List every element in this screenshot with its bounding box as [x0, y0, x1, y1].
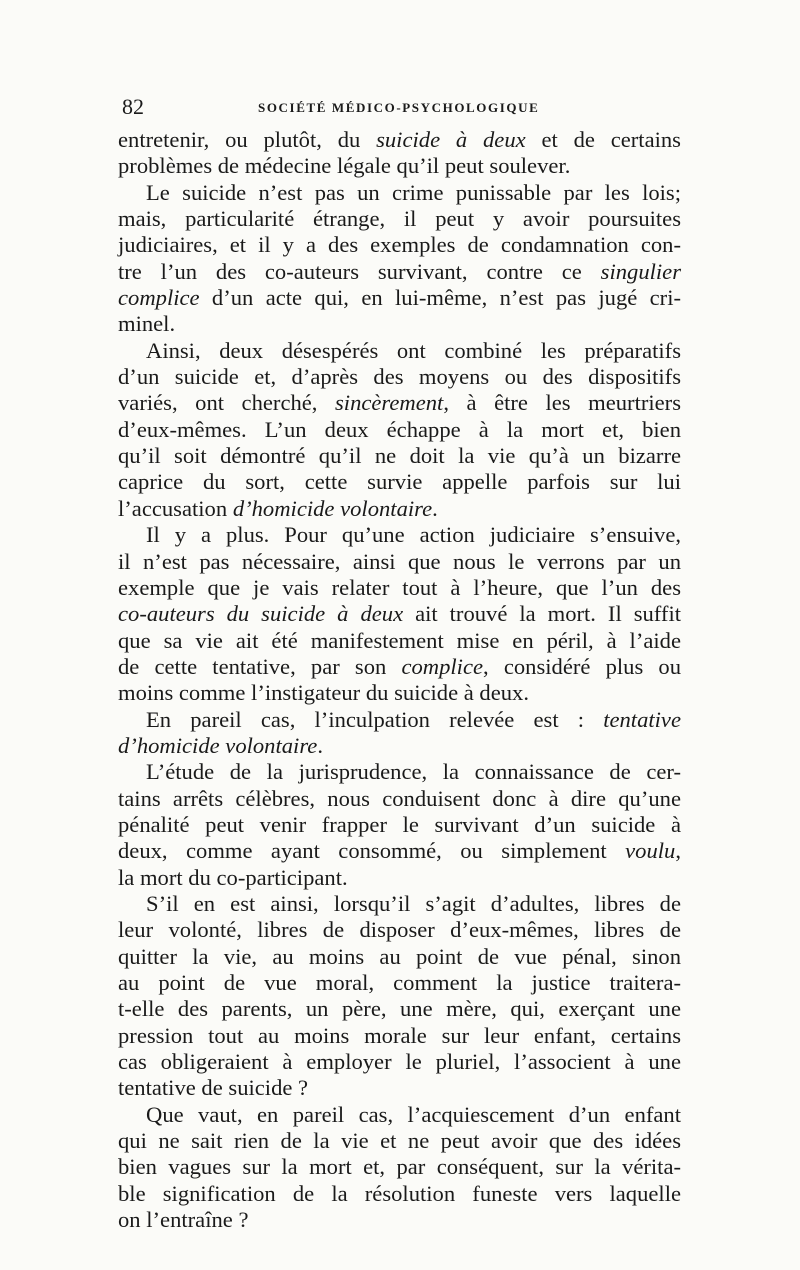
text-line: tentative de suicide ? [118, 1075, 309, 1101]
text-line: variés, ont cherché, sincèrement, à être les meurtriers [118, 390, 681, 416]
text-line: bien vagues sur la mort et, par conséquent, sur la vérita- [118, 1154, 681, 1180]
text-line: S’il en est ainsi, lorsqu’il s’agit d’adultes, libres de [146, 890, 681, 916]
text-line: problèmes de médecine légale qu’il peut soulever. [118, 153, 571, 179]
text-line: cas obligeraient à employer le pluriel, l’associent à une [118, 1049, 681, 1075]
text-line: de cette tentative, par son complice, considéré plus ou [118, 653, 681, 679]
text-line: au point de vue moral, comment la justice traitera- [118, 970, 681, 995]
text-line: L’étude de la jurisprudence, la connaissance de cer- [146, 759, 681, 785]
text-line: pénalité peut venir frapper le survivant d’un suicide à [118, 811, 681, 837]
text-line: co-auteurs du suicide à deux ait trouvé la mort. Il suffit [118, 601, 681, 627]
text-line: complice d’un acte qui, en lui-même, n’est pas jugé cri- [118, 285, 681, 311]
text-line: ble signification de la résolution funeste vers laquelle [118, 1180, 681, 1206]
text-line: d’eux-mêmes. L’un deux échappe à la mort et, bien [118, 416, 681, 442]
text-line: tre l’un des co-auteurs survivant, contre ce singulier [118, 258, 681, 284]
text-line: minel. [118, 311, 176, 337]
text-line: exemple que je vais relater tout à l’heure, que l’un des [118, 574, 681, 600]
text-line: la mort du co-participant. [118, 864, 348, 890]
text-line: d’un suicide et, d’après des moyens ou des dispositifs [118, 364, 681, 390]
text-line: Que vaut, en pareil cas, l’acquiescement d’un enfant [146, 1101, 681, 1127]
text-line: que sa vie ait été manifestement mise en péril, à l’aide [118, 627, 681, 653]
text-line: Ainsi, deux désespérés ont combiné les préparatifs [146, 337, 681, 363]
text-line: judiciaires, et il y a des exemples de condamnation con- [118, 232, 681, 258]
text-line: d’homicide volontaire. [118, 732, 323, 758]
text-line: leur volonté, libres de disposer d’eux-mêmes, libres de [118, 917, 681, 943]
text-line: deux, comme ayant consommé, ou simplement voulu, [118, 838, 681, 864]
text-line: En pareil cas, l’inculpation relevée est : tentative [146, 706, 681, 732]
text-line: il n’est pas nécessaire, ainsi que nous le verrons par un [118, 548, 681, 574]
text-line: qu’il soit démontré qu’il ne doit la vie qu’à un bizarre [118, 443, 681, 469]
text-line: entretenir, ou plutôt, du suicide à deux et de certains [118, 127, 681, 152]
text-line: quitter la vie, au moins au point de vue pénal, sinon [118, 943, 681, 969]
text-line: qui ne sait rien de la vie et ne peut avoir que des idées [118, 1128, 681, 1154]
page-header [122, 92, 682, 120]
running-title: SOCIÉTÉ MÉDICO-PSYCHOLOGIQUE [258, 100, 540, 115]
body-text [118, 127, 681, 1233]
text-line: moins comme l’instigateur du suicide à deux. [118, 680, 529, 706]
text-line: Il y a plus. Pour qu’une action judiciaire s’ensuive, [146, 522, 681, 548]
text-line: Le suicide n’est pas un crime punissable par les lois; [146, 179, 681, 205]
text-line: l’accusation d’homicide volontaire. [118, 495, 438, 521]
text-line: caprice du sort, cette survie appelle parfois sur lui [118, 469, 681, 495]
text-line: pression tout au moins morale sur leur enfant, certains [118, 1022, 681, 1048]
text-line: tains arrêts célèbres, nous conduisent donc à dire qu’une [118, 785, 681, 811]
text-line: on l’entraîne ? [118, 1207, 249, 1233]
page-number: 82 [122, 94, 144, 119]
text-line: t-elle des parents, un père, une mère, qui, exerçant une [118, 996, 681, 1022]
text-line: mais, particularité étrange, il peut y avoir poursuites [118, 206, 681, 232]
